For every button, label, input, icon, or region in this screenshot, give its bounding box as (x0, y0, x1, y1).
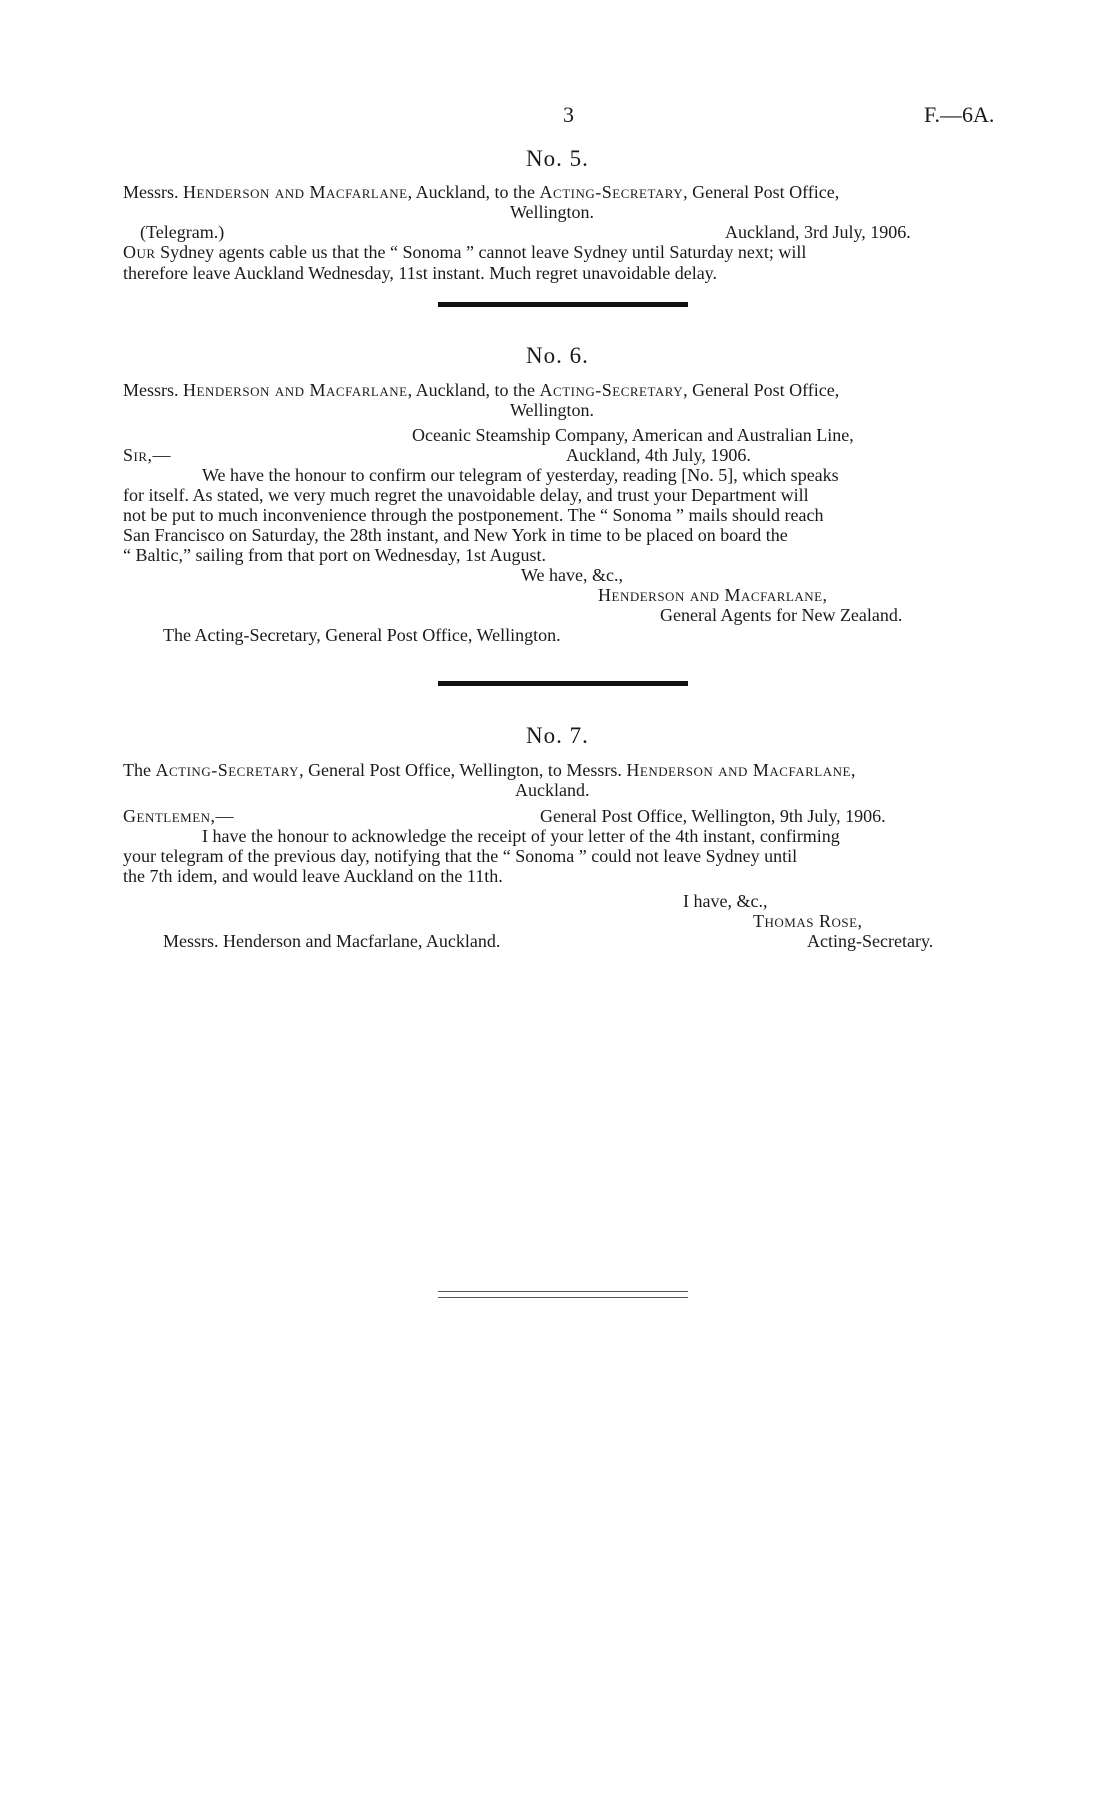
no6-recipient-name: Acting-Secretary (539, 380, 684, 400)
no7-signature-title: Acting-Secretary. (807, 931, 934, 951)
no7-sender-name: Acting-Secretary (155, 760, 300, 780)
no5-address-prefix: Messrs. (123, 182, 184, 202)
section-heading-no6: No. 6. (526, 343, 589, 368)
no7-address-middle: , General Post Office, Wellington, to Messrs. (299, 760, 627, 780)
no5-address-line1 (123, 182, 839, 202)
no5-body-line1-text: Sydney agents cable us that the “ Sonoma ” cannot leave Sydney until Saturday next; will (155, 242, 807, 262)
no5-telegram-label: (Telegram.) (140, 222, 225, 242)
no6-place-date: Auckland, 4th July, 1906. (566, 445, 751, 465)
section-heading-no5: No. 5. (526, 146, 589, 171)
no6-sender-line: Oceanic Steamship Company, American and Australian Line, (412, 425, 854, 445)
no5-body-line2: therefore leave Auckland Wednesday, 11st instant. Much regret unavoidable delay. (123, 263, 718, 283)
no6-address-middle: , Auckland, to the (407, 380, 540, 400)
no7-recipient-name: Henderson and Macfarlane (626, 760, 851, 780)
no6-address-line1 (123, 380, 839, 400)
no6-body-line1: We have the honour to confirm our telegram of yesterday, reading [No. 5], which speaks (202, 465, 839, 485)
section-divider-1 (438, 302, 688, 307)
no6-sender-name: Henderson and Macfarlane (183, 380, 408, 400)
no7-address-line1 (123, 760, 855, 780)
no7-address-line2: Auckland. (515, 780, 590, 800)
no6-body-line2: for itself. As stated, we very much regret the unavoidable delay, and trust your Department will (123, 485, 809, 505)
no7-body-line2: your telegram of the previous day, notifying that the “ Sonoma ” could not leave Sydney until (123, 846, 798, 866)
no6-signature: Henderson and Macfarlane, (598, 585, 828, 605)
no5-body-lead: Our (123, 242, 156, 262)
no5-sender-name: Henderson and Macfarlane (183, 182, 408, 202)
no6-addressee: The Acting-Secretary, General Post Office, Wellington. (163, 625, 561, 645)
no7-addressee: Messrs. Henderson and Macfarlane, Auckland. (163, 931, 501, 951)
no5-address-middle: , Auckland, to the (407, 182, 540, 202)
no6-address-line2: Wellington. (510, 400, 595, 420)
no6-closing: We have, &c., (521, 565, 624, 585)
no7-signature: Thomas Rose, (753, 911, 863, 931)
no6-body-line5: “ Baltic,” sailing from that port on Wednesday, 1st August. (123, 545, 546, 565)
no6-address-suffix: , General Post Office, (683, 380, 840, 400)
section-divider-2 (438, 681, 688, 686)
no5-place-date: Auckland, 3rd July, 1906. (725, 222, 911, 242)
no7-address-suffix: , (850, 760, 856, 780)
no6-salutation: Sir,— (123, 445, 172, 465)
section-heading-no7: No. 7. (526, 723, 589, 748)
no5-body-line1 (123, 242, 806, 262)
no5-address-line2: Wellington. (510, 202, 595, 222)
no6-body-line4: San Francisco on Saturday, the 28th instant, and New York in time to be placed on board the (123, 525, 788, 545)
no7-body-line1: I have the honour to acknowledge the receipt of your letter of the 4th instant, confirming (202, 826, 840, 846)
no5-address-suffix: , General Post Office, (683, 182, 840, 202)
page-number: 3 (563, 102, 574, 127)
no6-address-prefix: Messrs. (123, 380, 184, 400)
document-reference: F.—6A. (924, 102, 995, 127)
no7-address-prefix: The (123, 760, 156, 780)
no7-place-date: General Post Office, Wellington, 9th July, 1906. (540, 806, 886, 826)
no5-recipient-name: Acting-Secretary (539, 182, 684, 202)
no7-body-line3: the 7th idem, and would leave Auckland on the 11th. (123, 866, 503, 886)
no7-closing: I have, &c., (683, 891, 768, 911)
no7-salutation: Gentlemen,— (123, 806, 235, 826)
end-divider (438, 1291, 688, 1298)
no6-signature-title: General Agents for New Zealand. (660, 605, 903, 625)
no6-body-line3: not be put to much inconvenience through the postponement. The “ Sonoma ” mails should reach (123, 505, 824, 525)
